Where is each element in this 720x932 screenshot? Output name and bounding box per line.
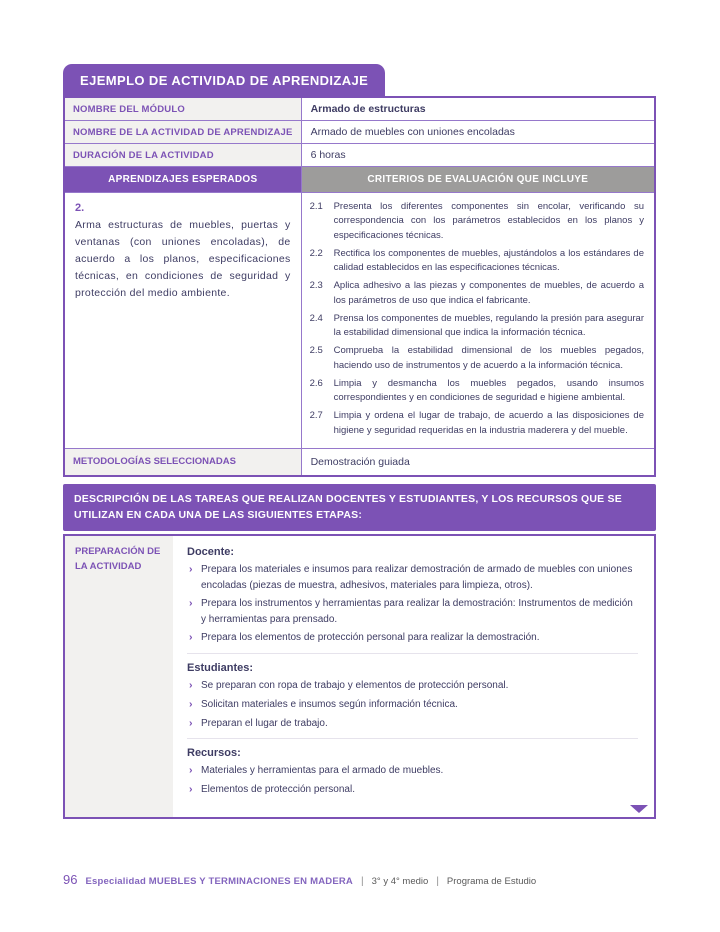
list-item bbox=[189, 562, 638, 593]
bullet-icon: › bbox=[189, 679, 193, 692]
criterion-number: 2.1 bbox=[309, 201, 323, 212]
preparation-content bbox=[173, 536, 654, 817]
list-item bbox=[189, 763, 638, 779]
teacher-heading: Docente: bbox=[187, 546, 235, 559]
bullet-icon: › bbox=[189, 597, 193, 610]
resources-heading: Recursos: bbox=[187, 747, 241, 760]
down-triangle-icon bbox=[630, 805, 648, 813]
criterion-item bbox=[310, 312, 644, 341]
bullet-text: Prepara los materiales e insumos para realizar demostración de armado de muebles con uniones encoladas (piezas de muestra, adhesivos, materiales para limpieza, otros). bbox=[201, 564, 633, 591]
criterion-number: 2.6 bbox=[309, 377, 323, 389]
content-row bbox=[64, 193, 655, 449]
criterion-text: Aplica adhesivo a las piezas y componentes de muebles, de acuerdo a los parámetros de uso que indica el fabricante. bbox=[333, 280, 644, 306]
criterion-item bbox=[310, 344, 644, 373]
criterion-number: 2.7 bbox=[309, 410, 323, 422]
page-number: 96 bbox=[63, 872, 78, 887]
list-item bbox=[189, 716, 638, 732]
document-page bbox=[63, 64, 656, 819]
preparation-label: PREPARACIÓN DE LA ACTIVIDAD bbox=[65, 536, 173, 817]
duration-label: DURACIÓN DE LA ACTIVIDAD bbox=[64, 144, 301, 167]
students-heading: Estudiantes: bbox=[187, 662, 254, 675]
column-header-row bbox=[64, 167, 655, 193]
criterion-item bbox=[310, 409, 644, 438]
criteria-cell bbox=[301, 193, 655, 449]
bullet-text: Se preparan con ropa de trabajo y elementos de protección personal. bbox=[201, 680, 509, 692]
criterion-number: 2.4 bbox=[309, 312, 323, 324]
table-row bbox=[64, 97, 655, 121]
activity-name-value: Armado de muebles con uniones encoladas bbox=[301, 121, 655, 144]
criterion-text: Presenta los diferentes componentes sin encolar, verificando su correspondencia con los parámetros establecidos en los planos y especificaciones técnicas. bbox=[333, 201, 644, 241]
footer-separator: | bbox=[360, 876, 364, 887]
activity-info-table bbox=[63, 96, 656, 477]
bullet-icon: › bbox=[189, 783, 193, 796]
footer-specialty: Especialidad MUEBLES Y TERMINACIONES EN MADERA bbox=[85, 876, 353, 887]
criterion-text: Limpia y ordena el lugar de trabajo, de acuerdo a las disposiciones de higiene y seguridad requeridas en la industria maderera y del mueble. bbox=[333, 410, 644, 436]
footer-separator: | bbox=[436, 876, 439, 887]
bullet-text: Elementos de protección personal. bbox=[201, 784, 355, 796]
module-name-value: Armado de estructuras bbox=[301, 97, 655, 121]
criterion-number: 2.2 bbox=[309, 247, 323, 259]
bullet-icon: › bbox=[189, 563, 193, 576]
bullet-text: Preparan el lugar de trabajo. bbox=[201, 717, 328, 729]
footer-program: Programa de Estudio bbox=[446, 876, 537, 887]
criterion-text: Limpia y desmancha los muebles pegados, usando insumos correspondientes y en condiciones de seguridad e higiene ambiental. bbox=[333, 377, 644, 403]
table-row bbox=[64, 144, 655, 167]
bullet-icon: › bbox=[189, 631, 193, 644]
footer-grade: 3° y 4° medio bbox=[371, 876, 429, 887]
criterion-item bbox=[310, 377, 644, 406]
preparation-table bbox=[63, 534, 656, 819]
page-footer bbox=[63, 872, 536, 887]
criterion-text: Comprueba la estabilidad dimensional de los muebles pegados, haciendo uso de instrumentos y de acuerdo a la información técnica. bbox=[333, 345, 644, 371]
description-banner: DESCRIPCIÓN DE LAS TAREAS QUE REALIZAN DOCENTES Y ESTUDIANTES, Y LOS RECURSOS QUE SE UTILIZAN EN CADA UNA DE LAS SIGUIENTES ETAPAS: bbox=[63, 484, 656, 532]
list-item bbox=[189, 596, 638, 627]
criterion-number: 2.3 bbox=[309, 280, 323, 292]
activity-name-label: NOMBRE DE LA ACTIVIDAD DE APRENDIZAJE bbox=[64, 121, 301, 144]
methodology-row bbox=[64, 448, 655, 476]
learning-text: Arma estructuras de muebles, puertas y ventanas (con uniones encoladas), de acuerdo a los planos, especificaciones técnicas, en condiciones de seguridad y protección del medio ambiente. bbox=[75, 219, 291, 299]
table-row bbox=[64, 121, 655, 144]
teacher-section bbox=[187, 546, 638, 646]
criterion-text: Prensa los componentes de muebles, regulando la presión para asegurar la estabilidad dimensional que indica la información técnica. bbox=[333, 312, 644, 338]
criterion-text: Rectifica los componentes de muebles, ajustándolos a los estándares de calidad establecidos en las especificaciones técnicas. bbox=[333, 247, 644, 273]
bullet-text: Solicitan materiales e insumos según información técnica. bbox=[201, 698, 458, 710]
list-item bbox=[189, 782, 638, 798]
bullet-text: Prepara los instrumentos y herramientas para realizar la demostración: Instrumentos de medición y herramientas para prensado. bbox=[201, 598, 633, 625]
expected-learning-cell bbox=[64, 193, 301, 449]
page-title: EJEMPLO DE ACTIVIDAD DE APRENDIZAJE bbox=[63, 64, 385, 96]
criterion-item bbox=[310, 200, 644, 243]
evaluation-criteria-header: CRITERIOS DE EVALUACIÓN QUE INCLUYE bbox=[301, 167, 655, 193]
bullet-icon: › bbox=[189, 716, 193, 729]
criterion-item bbox=[310, 247, 644, 276]
methodology-value: Demostración guiada bbox=[301, 448, 655, 476]
learning-number: 2. bbox=[75, 202, 85, 214]
bullet-icon: › bbox=[189, 764, 193, 777]
students-section bbox=[187, 653, 638, 731]
bullet-text: Prepara los elementos de protección personal para realizar la demostración. bbox=[201, 632, 540, 644]
list-item bbox=[189, 678, 638, 694]
methodology-label: METODOLOGÍAS SELECCIONADAS bbox=[64, 448, 301, 476]
bullet-icon: › bbox=[189, 697, 193, 710]
resources-section bbox=[187, 738, 638, 798]
list-item bbox=[189, 697, 638, 713]
module-name-label: NOMBRE DEL MÓDULO bbox=[64, 97, 301, 121]
expected-learning-header: APRENDIZAJES ESPERADOS bbox=[64, 167, 301, 193]
criterion-number: 2.5 bbox=[309, 345, 323, 357]
bullet-text: Materiales y herramientas para el armado de muebles. bbox=[201, 765, 444, 777]
duration-value: 6 horas bbox=[301, 144, 655, 167]
criterion-item bbox=[310, 279, 644, 308]
list-item bbox=[189, 630, 638, 646]
